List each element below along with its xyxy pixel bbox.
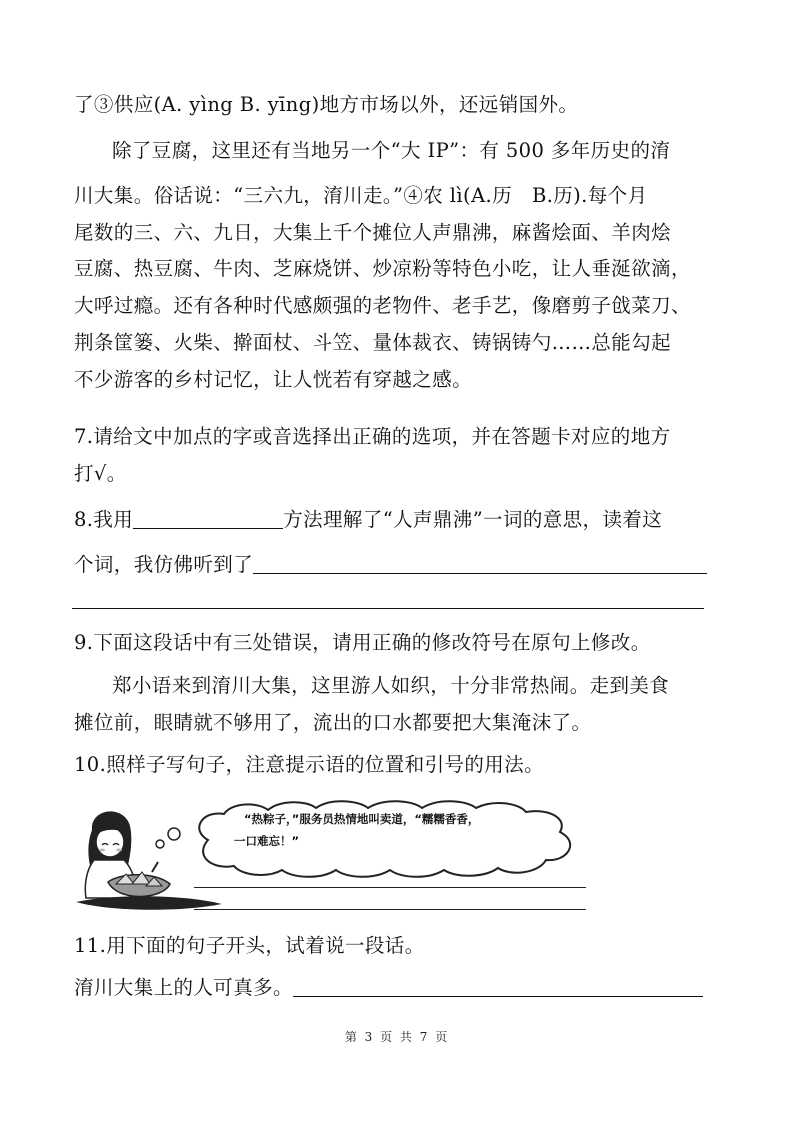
sentence-answer-line-1[interactable]: [194, 887, 586, 888]
question-9-line-3: 摊位前，眼睛就不够用了，流出的口水都要把大集淹沫了。: [74, 711, 592, 734]
question-8-line-2-text: 个词，我仿佛听到了: [74, 553, 254, 576]
question-7-line-1: 7.请给文中加点的字或音选择出正确的选项，并在答题卡对应的地方: [74, 425, 671, 448]
passage-line-4: 尾数的三、六、九日，大集上千个摊位人声鼎沸，麻酱烩面、羊肉烩: [74, 221, 672, 244]
page-number: 第 3 页 共 7 页: [344, 1030, 450, 1044]
bubble-text-line-2: 一口难忘！”: [234, 834, 300, 848]
question-10-line-1: 10.照样子写句子，注意提示语的位置和引号的用法。: [74, 753, 545, 776]
question-7-line-2: 打√。: [74, 462, 127, 485]
passage-line-5: 豆腐、热豆腐、牛肉、芝麻烧饼、炒凉粉等特色小吃，让人垂涎欲滴，: [74, 257, 691, 280]
passage-line-1: 了③供应(A. yìng B. yīng)地方市场以外，还远销国外。: [74, 93, 579, 116]
question-8-answer-line[interactable]: [72, 608, 704, 609]
paragraph-answer-blank[interactable]: [293, 976, 703, 997]
question-11-line-1: 11.用下面的句子开头，试着说一段话。: [74, 934, 425, 957]
question-8-line-2: [74, 550, 707, 580]
passage-line-2: 除了豆腐，这里还有当地另一个“大 IP”：有 500 多年历史的淯: [112, 139, 671, 162]
question-11-line-2: [74, 973, 703, 1003]
bubble-text-line-1: “热粽子，”服务员热情地叫卖道，“糯糯香香，: [244, 812, 480, 826]
question-9-line-1: 9.下面这段话中有三处错误，请用正确的修改符号在原句上修改。: [74, 631, 651, 654]
question-8-suffix: 方法理解了“人声鼎沸”一词的意思，读着这: [283, 508, 663, 531]
passage-line-7: 荆条筐篓、火柴、擀面杖、斗笠、量体裁衣、铸锅铸勺……总能勾起: [74, 331, 672, 354]
passage-line-8: 不少游客的乡村记忆，让人恍若有穿越之感。: [74, 368, 473, 391]
question-9-line-2: 郑小语来到淯川大集，这里游人如织，十分非常热闹。走到美食: [112, 674, 670, 697]
passage-line-6: 大呼过瘾。还有各种时代感颇强的老物件、老手艺，像磨剪子戗菜刀、: [74, 294, 691, 317]
sentence-answer-line-2[interactable]: [194, 909, 586, 910]
question-8-prefix: 8.我用: [74, 508, 134, 531]
method-answer-blank[interactable]: [133, 508, 283, 529]
question-11-starter: 淯川大集上的人可真多。: [74, 976, 293, 999]
heard-answer-blank[interactable]: [253, 553, 707, 574]
question-8-line-1: [74, 505, 662, 535]
passage-line-3: 川大集。俗话说：“三六九，淯川走。”④农 lì(A.历 B.历).每个月: [74, 184, 648, 207]
